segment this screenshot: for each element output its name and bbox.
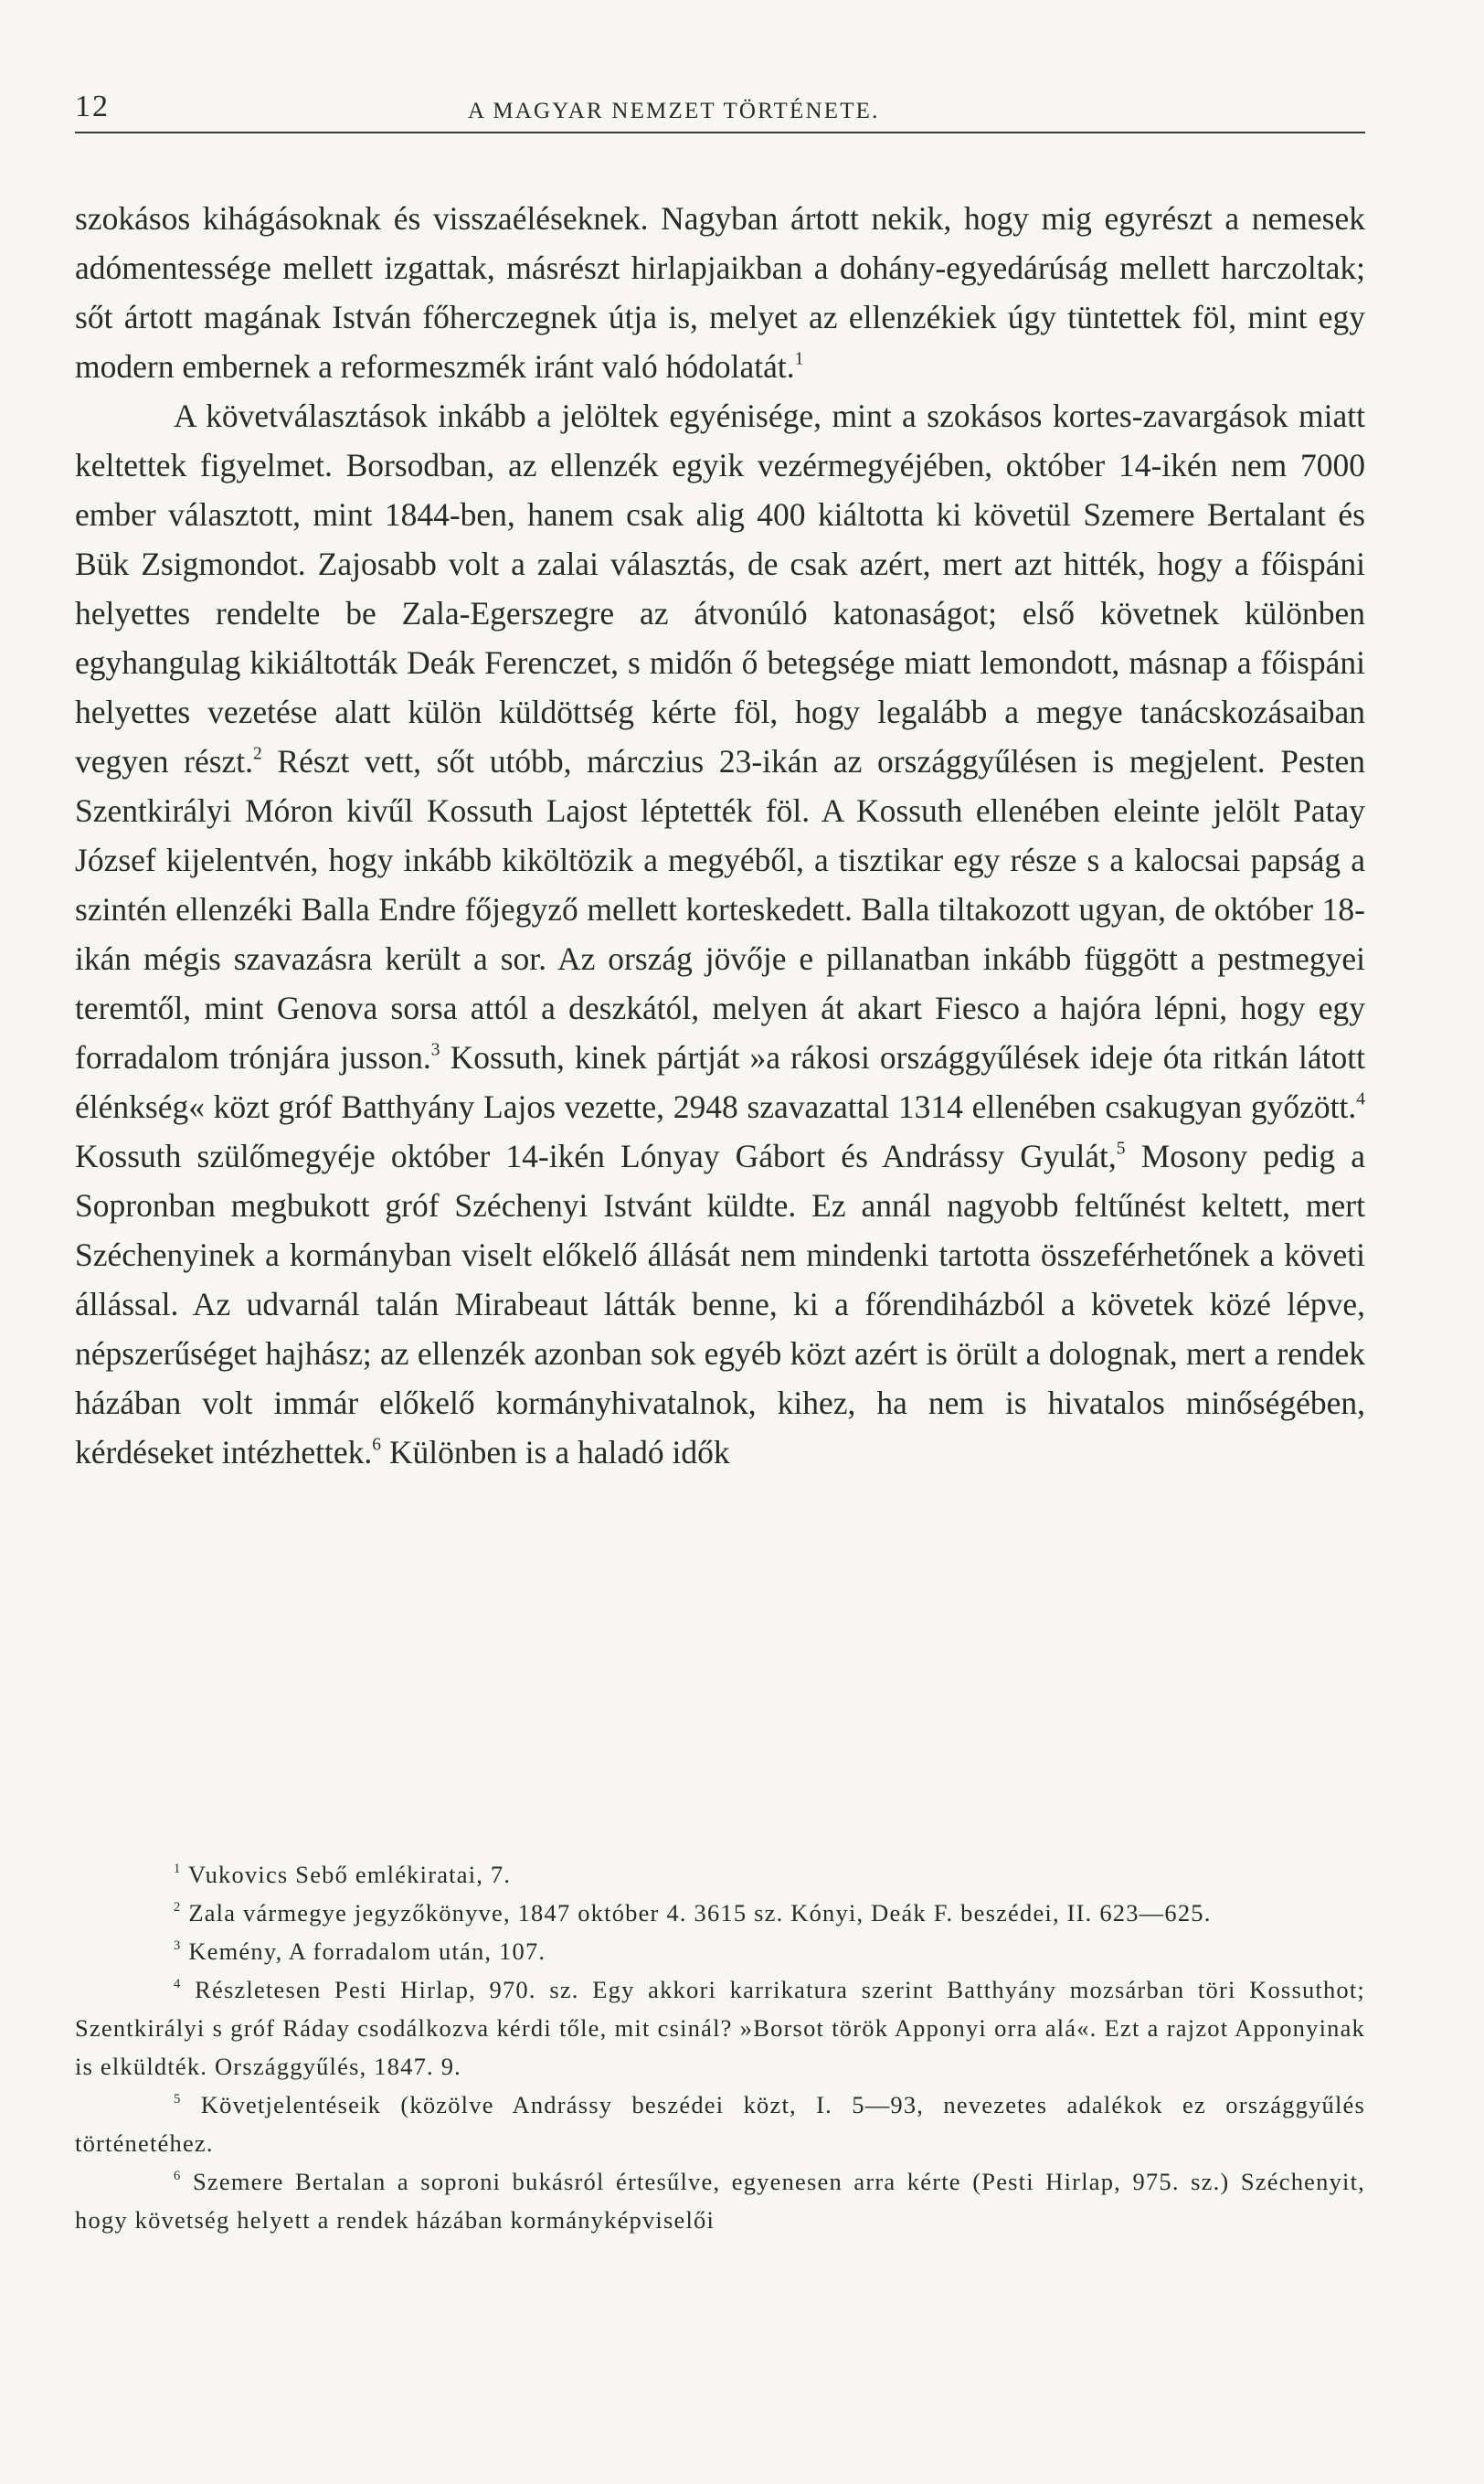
footnote-text: Zala vármegye jegyzőkönyve, 1847 október 4. 3615 sz. Kónyi, Deák F. beszédei, II. 623—625. [188,1899,1212,1927]
text-segment: Mosony pedig a Sopronban megbukott gróf Széchenyi Istvánt küldte. Ez annál nagyobb feltűnést keltett, mert Széchenyinek a kormányban viselt előkelő állását nem mindenki tartotta összeférhetőnek a követi állással. Az udvarnál talán Mirabeaut látták benne, ki a főrendiházból a követek közé lépve, népszerűséget hajhász; az ellenzék azonban sok egyéb közt azért is örült a dolognak, mert a rendek házában volt immár előkelő kormányhivatalnok, kihez, ha nem is hivatalos minőségében, kérdéseket intézhettek. [75,1138,1365,1470]
footnote-3 [75,1932,1365,1970]
footnote-5 [75,2086,1365,2162]
text-segment: A követválasztások inkább a jelöltek egyénisége, mint a szokásos kortes-zavargások miatt keltettek figyelmet. Borsodban, az ellenzék egyik vezérmegyéjében, október 14-ikén nem 7000 ember választott, mint 1844-ben, hanem csak alig 400 kiáltotta ki követül Szemere Bertalant és Bük Zsigmondot. Zajosabb volt a zalai választás, de csak azért, mert azt hitték, hogy a főispáni helyettes rendelte be Zala-Egerszegre az átvonúló katonaságot; első követnek különben egyhangulag kikiáltották Deák Ferenczet, s midőn ő betegsége miatt lemondott, másnap a főispáni helyettes vezetése alatt külön küldöttség kérte föl, hogy legalább a megye tanácskozásaiban vegyen részt. [75,398,1365,780]
footnote-2 [75,1894,1365,1932]
page-number: 12 [75,90,110,123]
footnotes [75,1855,1365,2239]
footnote-text: Kemény, A forradalom után, 107. [188,1937,546,1965]
page-header [75,90,1365,133]
footnote-text: Vukovics Sebő emlékiratai, 7. [187,1861,512,1888]
footnote-4 [75,1970,1365,2086]
footnote-mark: 5 [174,2092,182,2107]
text-segment: Különben is a haladó idők [381,1434,730,1470]
footnote-text: Részletesen Pesti Hirlap, 970. sz. Egy akkori karrikatura szerint Batthyány mozsárban töri Kossuthot; Szentkirályi s gróf Ráday csodálkozva kérdi tőle, mit csinál? »Borsot török Apponyi orra alá«. Ezt a rajzot Apponyinak is elküldték. Országgyűlés, 1847. 9. [75,1976,1365,2080]
footnote-ref: 3 [430,1040,440,1060]
footnote-text: Követjelentéseik (közölve Andrássy beszédei közt, I. 5—93, nevezetes adalékok ez országgyűlés történetéhez. [75,2091,1366,2157]
footnote-mark: 3 [174,1938,182,1954]
paragraph-1 [75,194,1365,391]
text-segment: szokásos kihágásoknak és visszaéléseknek. Nagyban ártott nekik, hogy mig egyrészt a nemesek adómentessége mellett izgattak, másrészt hirlapjaikban a dohány-egyedárúság mellett harczoltak; sőt ártott magának István főherczegnek útja is, melyet az ellenzékiek úgy tüntettek föl, mint egy modern embernek a reformeszmék iránt való hódolatát. [75,200,1365,385]
footnote-mark: 6 [174,2169,182,2184]
running-title: A MAGYAR NEMZET TÖRTÉNETE. [468,99,880,123]
footnote-ref: 4 [1356,1089,1365,1109]
footnote-ref: 1 [794,349,804,369]
footnote-mark: 2 [174,1900,182,1916]
footnote-text: Szemere Bertalan a soproni bukásról értesűlve, egyenesen arra kérte (Pesti Hirlap, 975. sz.) Széchenyit, hogy követség helyett a rendek házában kormányképviselői [75,2168,1365,2234]
footnote-ref: 5 [1116,1139,1126,1159]
footnote-1 [75,1855,1365,1894]
footnote-ref: 2 [253,744,262,764]
paragraph-2 [75,391,1365,1477]
text-segment: Kossuth szülőmegyéje október 14-ikén Lónyay Gábort és Andrássy Gyulát, [75,1138,1117,1174]
footnote-ref: 6 [372,1435,382,1455]
footnote-mark: 1 [174,1862,182,1877]
footnote-mark: 4 [174,1977,182,1992]
main-text [75,194,1365,1477]
text-segment: Részt vett, sőt utóbb, márczius 23-ikán az országgyűlésen is megjelent. Pesten Szentkirályi Móron kivűl Kossuth Lajost léptették föl. A Kossuth ellenében eleinte jelölt Patay József kijelentvén, hogy inkább kiköltözik a megyéből, a tisztikar egy része s a kalocsai papság a szintén ellenzéki Balla Endre főjegyző mellett korteskedett. Balla tiltakozott ugyan, de október 18-ikán mégis szavazásra került a sor. Az ország jövője e pillanatban inkább függött a pestmegyei teremtől, mint Genova sorsa attól a deszkától, melyen át akart Fiesco a hajóra lépni, hogy egy forradalom trónjára jusson. [75,743,1365,1076]
text-segment: Kossuth, kinek pártját »a rákosi országgyűlések ideje óta ritkán látott élénkség« közt gróf Batthyány Lajos vezette, 2948 szavazattal 1314 ellenében csakugyan győzött. [75,1039,1365,1125]
footnote-6 [75,2162,1365,2239]
